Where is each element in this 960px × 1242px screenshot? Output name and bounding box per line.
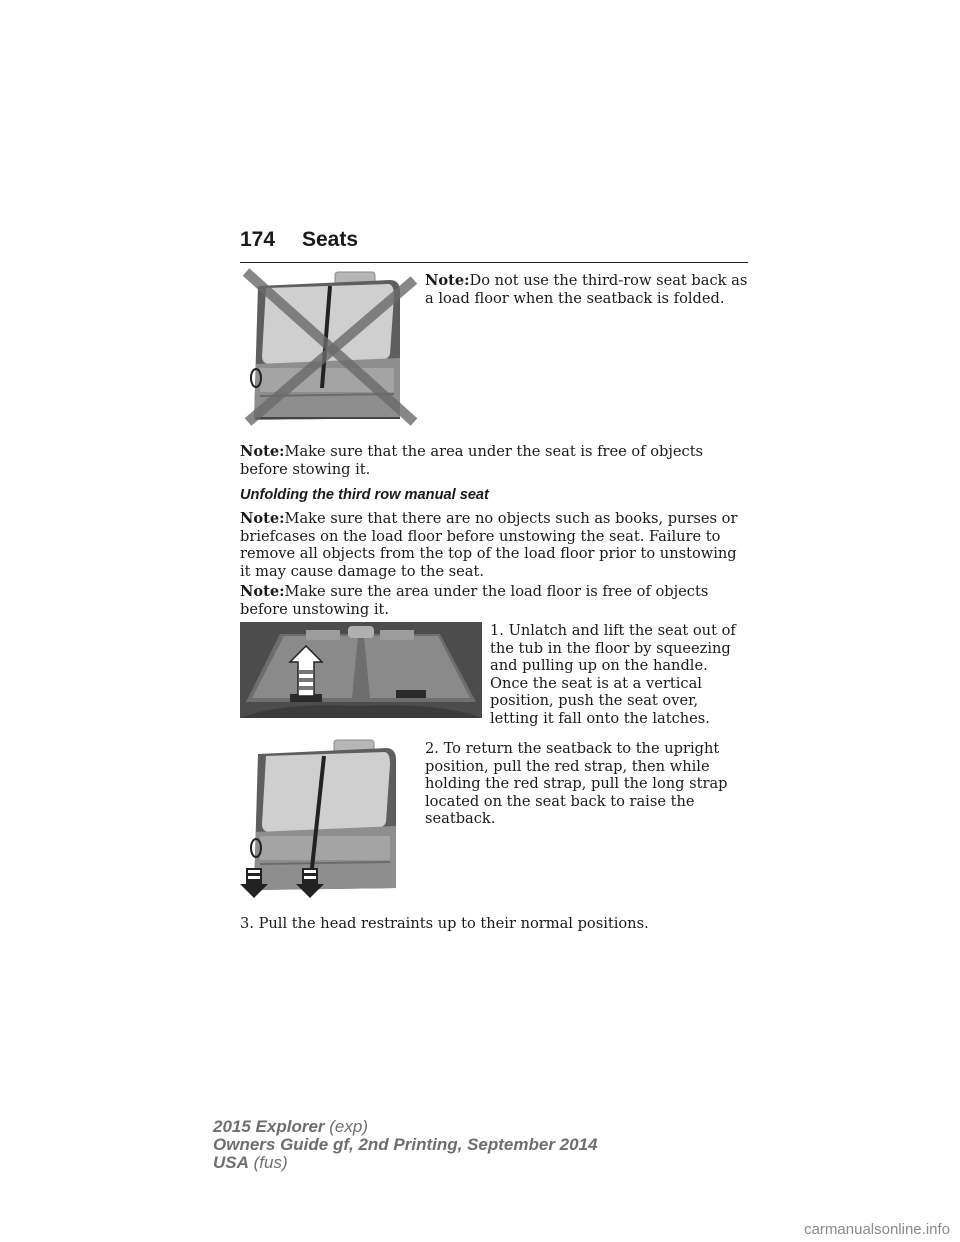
footer-model-code: (exp) xyxy=(329,1117,368,1136)
seatback-strap-pull-illustration xyxy=(236,738,418,900)
footer-region: USA xyxy=(213,1153,249,1172)
footer-model: 2015 Explorer xyxy=(213,1117,325,1136)
section-title: Seats xyxy=(302,228,359,251)
page-header xyxy=(240,228,748,263)
footer-line-3 xyxy=(213,1154,597,1172)
note-text: Make sure that there are no objects such as books, purses or briefcases on the load floor before unstowing the seat. Failure to remove all objects from the top of the load floor prior to unstowing it may cause damage to the seat. xyxy=(240,510,738,580)
footer-region-code: (fus) xyxy=(253,1153,288,1172)
note-text: Make sure that the area under the seat is free of objects before stowing it. xyxy=(240,443,704,478)
step-3-head-restraints: 3. Pull the head restraints up to their normal positions. xyxy=(240,915,649,932)
seatback-load-floor-prohibited-illustration xyxy=(240,268,420,426)
step-2-return-seatback: 2. To return the seatback to the upright position, pull the red strap, then while holding the red strap, pull the long strap located on the seat back to raise the seatback. xyxy=(425,740,728,828)
footer-line-2 xyxy=(213,1136,597,1154)
step-1-unlatch: 1. Unlatch and lift the seat out of the tub in the floor by squeezing and pulling up on the handle. Once the seat is at a vertical position, push the seat over, letting it fall onto the latches. xyxy=(490,622,736,727)
note-label: Note: xyxy=(240,583,285,600)
page-number: 174 xyxy=(240,228,276,251)
site-watermark: carmanualsonline.info xyxy=(804,1221,950,1238)
footer-line-1 xyxy=(213,1118,597,1136)
document-footer xyxy=(213,1118,597,1172)
note-label: Note: xyxy=(240,510,285,527)
footer-guide: Owners Guide gf, 2nd Printing, September 2014 xyxy=(213,1135,598,1154)
note-seatback-load-floor xyxy=(425,272,750,307)
note-text: Make sure the area under the load floor is free of objects before unstowing it. xyxy=(240,583,709,618)
load-floor-unlatch-illustration xyxy=(240,622,482,718)
note-text: Do not use the third-row seat back as a load floor when the seatback is folded. xyxy=(425,272,748,307)
note-load-floor-objects xyxy=(240,510,748,580)
note-label: Note: xyxy=(425,272,470,289)
note-area-under-seat xyxy=(240,443,748,478)
note-area-under-load-floor xyxy=(240,583,748,618)
subheading-unfolding: Unfolding the third row manual seat xyxy=(240,487,489,503)
note-label: Note: xyxy=(240,443,285,460)
